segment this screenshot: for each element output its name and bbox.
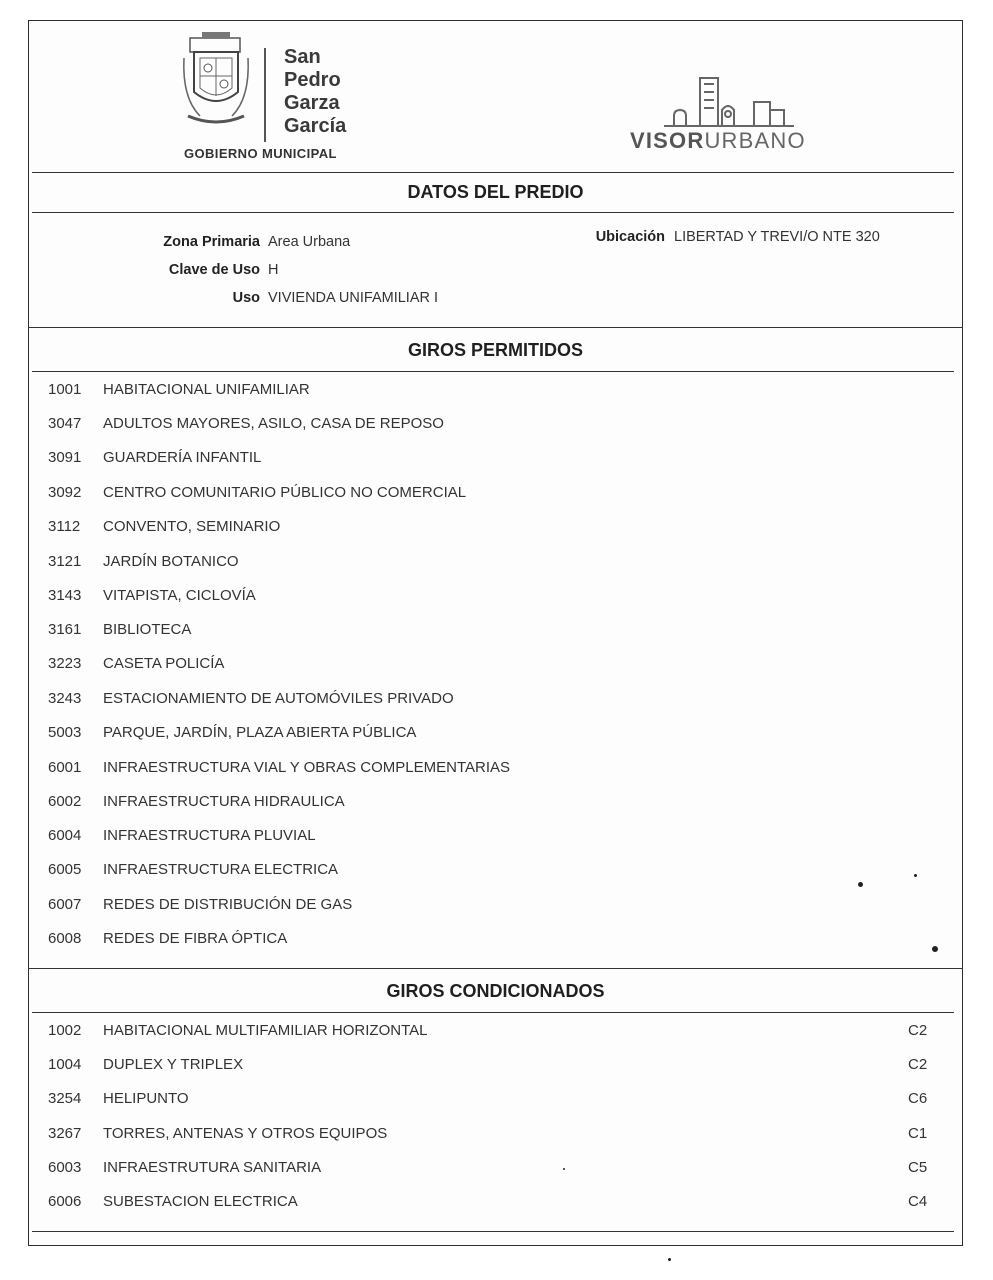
ubicacion-label: Ubicación <box>595 229 665 245</box>
item-code: 6002 <box>48 793 82 810</box>
item-desc: PARQUE, JARDÍN, PLAZA ABIERTA PÚBLICA <box>103 724 417 741</box>
item-desc: BIBLIOTECA <box>103 621 192 638</box>
item-desc: HABITACIONAL MULTIFAMILIAR HORIZONTAL <box>103 1022 428 1039</box>
item-desc: SUBESTACION ELECTRICA <box>103 1193 298 1210</box>
item-desc: GUARDERÍA INFANTIL <box>103 449 262 466</box>
ubicacion-value: LIBERTAD Y TREVI/O NTE 320 <box>674 229 880 245</box>
item-code: 3243 <box>48 690 82 707</box>
item-code: 5003 <box>48 724 82 741</box>
uso-label: Uso <box>232 290 260 306</box>
scan-speck <box>668 1258 671 1261</box>
item-desc: HABITACIONAL UNIFAMILIAR <box>103 381 310 398</box>
scan-speck <box>563 1168 565 1170</box>
item-code: 6006 <box>48 1193 82 1210</box>
item-code: 3161 <box>48 621 82 638</box>
item-code: 3112 <box>48 518 81 535</box>
divider-line <box>32 1231 954 1232</box>
government-label: GOBIERNO MUNICIPAL <box>184 146 337 161</box>
item-code: 3254 <box>48 1090 82 1107</box>
item-code: 6005 <box>48 861 82 878</box>
item-code: 1002 <box>48 1022 82 1039</box>
visor-bold-text: VISOR <box>630 128 705 153</box>
item-desc: CENTRO COMUNITARIO PÚBLICO NO COMERCIAL <box>103 484 467 501</box>
city-name <box>284 46 346 138</box>
item-desc: INFRAESTRUCTURA VIAL Y OBRAS COMPLEMENTARIAS <box>103 759 511 776</box>
clave-value: H <box>268 262 279 278</box>
divider-line <box>32 1012 954 1013</box>
item-desc: INFRAESTRUCTURA HIDRAULICA <box>103 793 345 810</box>
clave-label: Clave de Uso <box>168 262 260 278</box>
item-desc: HELIPUNTO <box>103 1090 189 1107</box>
visor-urbano-logo <box>630 128 806 154</box>
item-condition: C2 <box>908 1022 928 1039</box>
item-condition: C1 <box>908 1125 928 1142</box>
section-title-condicionados: GIROS CONDICIONADOS <box>386 981 605 1001</box>
item-desc: VITAPISTA, CICLOVÍA <box>103 587 256 604</box>
municipal-logo <box>180 28 360 140</box>
section-title-datos: DATOS DEL PREDIO <box>407 182 584 202</box>
city-line-4: García <box>284 115 347 137</box>
item-code: 6004 <box>48 827 82 844</box>
city-line-3: Garza <box>284 92 340 114</box>
uso-value: VIVIENDA UNIFAMILIAR I <box>268 290 439 306</box>
visor-urbano-skyline-icon <box>664 76 804 132</box>
scan-speck <box>914 874 917 877</box>
item-condition: C5 <box>908 1159 928 1176</box>
item-code: 3121 <box>48 553 82 570</box>
city-line-2: Pedro <box>284 69 341 91</box>
scan-speck <box>932 946 938 952</box>
item-condition: C2 <box>908 1056 928 1073</box>
item-code: 1001 <box>48 381 82 398</box>
section-title-permitidos: GIROS PERMITIDOS <box>407 340 584 360</box>
item-desc: TORRES, ANTENAS Y OTROS EQUIPOS <box>103 1125 388 1142</box>
item-desc: REDES DE DISTRIBUCIÓN DE GAS <box>103 896 353 913</box>
scan-speck <box>858 882 863 887</box>
item-code: 6008 <box>48 930 82 947</box>
municipal-seal-icon <box>180 28 252 128</box>
item-condition: C6 <box>908 1090 928 1107</box>
item-code: 3091 <box>48 449 82 466</box>
divider-line <box>28 968 963 969</box>
divider-line <box>32 371 954 372</box>
item-code: 3092 <box>48 484 82 501</box>
item-desc: ADULTOS MAYORES, ASILO, CASA DE REPOSO <box>103 415 444 432</box>
item-condition: C4 <box>908 1193 928 1210</box>
item-desc: REDES DE FIBRA ÓPTICA <box>103 930 288 947</box>
divider-line <box>32 212 954 213</box>
item-desc: ESTACIONAMIENTO DE AUTOMÓVILES PRIVADO <box>103 690 454 707</box>
city-line-1: San <box>284 46 321 68</box>
zona-label: Zona Primaria <box>163 234 260 250</box>
visor-light-text: URBANO <box>704 128 806 153</box>
item-code: 6003 <box>48 1159 82 1176</box>
item-code: 1004 <box>48 1056 82 1073</box>
item-desc: JARDÍN BOTANICO <box>103 553 239 570</box>
item-desc: CONVENTO, SEMINARIO <box>103 518 281 535</box>
divider-line <box>28 327 963 328</box>
item-desc: CASETA POLICÍA <box>103 655 225 672</box>
item-desc: INFRAESTRUTURA SANITARIA <box>103 1159 322 1176</box>
zona-value: Area Urbana <box>268 234 351 250</box>
item-code: 6007 <box>48 896 82 913</box>
item-code: 3143 <box>48 587 82 604</box>
logo-divider <box>264 48 266 142</box>
divider-line <box>32 172 954 173</box>
item-desc: INFRAESTRUCTURA PLUVIAL <box>103 827 316 844</box>
item-code: 3047 <box>48 415 82 432</box>
item-code: 3223 <box>48 655 82 672</box>
item-code: 6001 <box>48 759 82 776</box>
item-code: 3267 <box>48 1125 82 1142</box>
item-desc: INFRAESTRUCTURA ELECTRICA <box>103 861 339 878</box>
item-desc: DUPLEX Y TRIPLEX <box>103 1056 244 1073</box>
